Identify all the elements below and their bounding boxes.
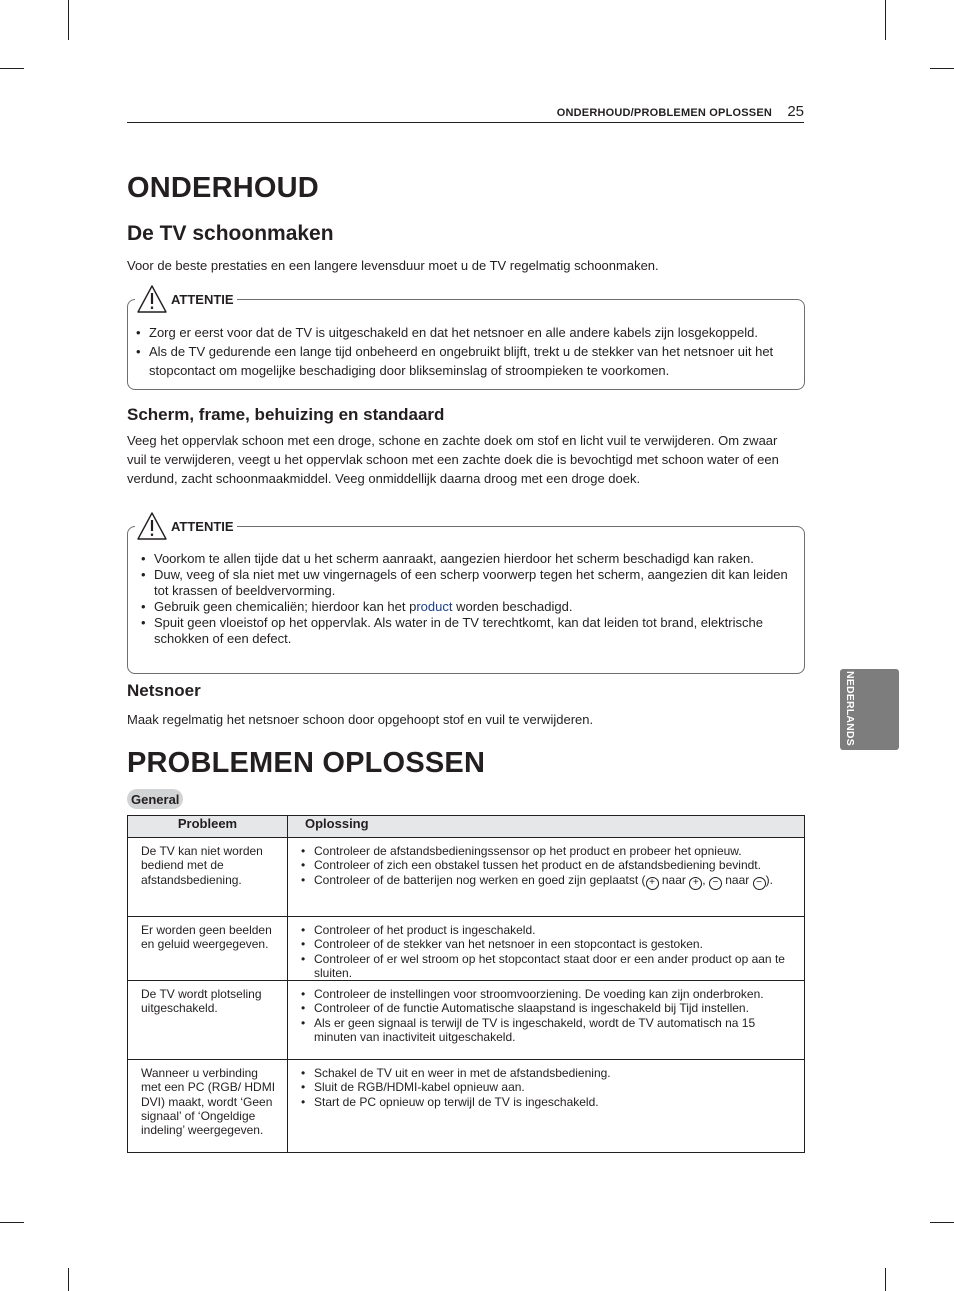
caution-list bbox=[136, 323, 794, 380]
caution-text: Gebruik geen chemicaliën; hierdoor kan het p bbox=[154, 599, 417, 615]
solution-text: naar bbox=[658, 872, 690, 887]
section-title-onderhoud: ONDERHOUD bbox=[127, 172, 319, 204]
power-cord-text: Maak regelmatig het netsnoer schoon door opgehoopt stof en vuil te verwijderen. bbox=[127, 712, 594, 727]
caution-highlight: roduct bbox=[416, 599, 453, 615]
caution-box bbox=[127, 518, 805, 674]
running-header bbox=[127, 103, 804, 123]
subsection-title-power-cord: Netsnoer bbox=[127, 681, 201, 700]
solution-item: • Controleer de instellingen voor stroomvoorziening. De voeding kan zijn onderbroken. bbox=[301, 987, 790, 1001]
caution-item: • Als de TV gedurende een lange tijd onbeheerd en ongebruikt blijft, trekt u de stekker van het netsnoer uit het stopcontact om mogelijke beschadiging door blikseminslag of stroompieken te voorkomen. bbox=[136, 342, 794, 380]
solution-list bbox=[301, 1066, 790, 1109]
plus-icon: + bbox=[646, 877, 659, 890]
solution-cell bbox=[288, 838, 805, 917]
solution-item bbox=[301, 873, 790, 890]
plus-icon: + bbox=[689, 877, 702, 890]
caution-text: worden beschadigd. bbox=[452, 599, 573, 615]
solution-text: naar bbox=[721, 872, 753, 887]
caution-list bbox=[141, 551, 792, 647]
caution-header bbox=[135, 285, 237, 313]
table-row bbox=[128, 981, 805, 1060]
solution-item: • Sluit de RGB/HDMI-kabel opnieuw aan. bbox=[301, 1080, 790, 1094]
cleaning-intro: Voor de beste prestaties en een langere levensduur moet u de TV regelmatig schoonmaken. bbox=[127, 258, 659, 273]
column-header-problem: Probleem bbox=[128, 816, 288, 838]
problem-cell: Er worden geen beelden en geluid weergegeven. bbox=[128, 917, 288, 981]
minus-icon: − bbox=[753, 877, 766, 890]
solution-text: Controleer of de batterijen nog werken en goed zijn geplaatst ( bbox=[314, 872, 646, 887]
solution-text: , bbox=[702, 872, 709, 887]
crop-mark bbox=[68, 1268, 69, 1291]
solution-item: • Schakel de TV uit en weer in met de afstandsbediening. bbox=[301, 1066, 790, 1080]
solution-cell bbox=[288, 1060, 805, 1153]
solution-item: • Controleer of het product is ingeschakeld. bbox=[301, 923, 790, 937]
caution-item: • Spuit geen vloeistof op het oppervlak. Als water in de TV terechtkomt, kan dat leiden tot brand, elektrische schokken of een defect. bbox=[141, 615, 792, 646]
language-tab bbox=[840, 669, 899, 750]
solution-list bbox=[301, 923, 790, 980]
crop-mark bbox=[885, 0, 886, 40]
table-row bbox=[128, 917, 805, 981]
caution-label: ATTENTIE bbox=[171, 518, 234, 534]
solution-text: ). bbox=[765, 872, 773, 887]
solution-list bbox=[301, 987, 790, 1044]
caution-label: ATTENTIE bbox=[171, 291, 234, 307]
crop-mark bbox=[885, 1268, 886, 1291]
caution-item bbox=[141, 599, 792, 615]
solution-item: • Als er geen signaal is terwijl de TV is ingeschakeld, wordt de TV automatisch na 15 minuten van inactiviteit uitgeschakeld. bbox=[301, 1016, 790, 1045]
crop-mark bbox=[68, 0, 69, 40]
solution-item: • Controleer of de stekker van het netsnoer in een stopcontact is gestoken. bbox=[301, 937, 790, 951]
page-number: 25 bbox=[787, 103, 804, 120]
solution-cell bbox=[288, 981, 805, 1060]
troubleshooting-table bbox=[127, 815, 805, 1153]
crop-mark bbox=[930, 68, 954, 69]
solution-item: • Controleer de afstandsbedieningssensor op het product en probeer het opnieuw. bbox=[301, 844, 790, 858]
caution-item: • Zorg er eerst voor dat de TV is uitgeschakeld en dat het netsnoer en alle andere kabels zijn losgekoppeld. bbox=[136, 323, 794, 342]
solution-item: • Start de PC opnieuw op terwijl de TV is ingeschakeld. bbox=[301, 1095, 790, 1109]
caution-box bbox=[127, 291, 805, 390]
table-row bbox=[128, 838, 805, 917]
caution-item: • Voorkom te allen tijde dat u het scherm aanraakt, aangezien hierdoor het scherm beschadigd kan raken. bbox=[141, 551, 792, 567]
caution-item: • Duw, veeg of sla niet met uw vingernagels of een scherp voorwerp tegen het scherm, aangezien dit kan leiden tot krassen of beeldvervorming. bbox=[141, 567, 792, 598]
subsection-title-cleaning: De TV schoonmaken bbox=[127, 222, 334, 245]
screen-cleaning-text: Veeg het oppervlak schoon met een droge, schone en zachte doek om stof en licht vuil te verwijderen. Om zwaar vuil te verwijderen, veegt u het oppervlak schoon met een zachte doek die is bevochtigd met schoon water of een verdund, zacht schoonmaakmiddel. Veeg onmiddellijk daarna droog met een droge doek. bbox=[127, 433, 779, 486]
solution-item: • Controleer of er wel stroom op het stopcontact staat door er een ander product op aan te sluiten. bbox=[301, 952, 790, 981]
crop-mark bbox=[930, 1222, 954, 1223]
crop-mark bbox=[0, 68, 24, 69]
problem-cell: De TV wordt plotseling uitgeschakeld. bbox=[128, 981, 288, 1060]
warning-icon bbox=[137, 285, 167, 313]
crop-mark bbox=[0, 1222, 24, 1223]
warning-icon bbox=[137, 512, 167, 540]
problem-cell: Wanneer u verbinding met een PC (RGB/ HDMI DVI) maakt, wordt ‘Geen signaal’ of ‘Ongeldige indeling’ weergegeven. bbox=[128, 1060, 288, 1153]
general-tag: General bbox=[127, 789, 183, 809]
solution-item: • Controleer of de functie Automatische slaapstand is ingeschakeld bij Tijd instellen. bbox=[301, 1001, 790, 1015]
column-header-solution: Oplossing bbox=[288, 816, 805, 838]
solution-list bbox=[301, 844, 790, 890]
header-section: ONDERHOUD/PROBLEMEN OPLOSSEN bbox=[556, 107, 772, 119]
caution-header bbox=[135, 512, 237, 540]
solution-cell bbox=[288, 917, 805, 981]
minus-icon: − bbox=[709, 877, 722, 890]
subsection-title-screen: Scherm, frame, behuizing en standaard bbox=[127, 405, 445, 424]
language-tab-label: NEDERLANDS bbox=[844, 671, 856, 746]
table-row bbox=[128, 1060, 805, 1153]
problem-cell: De TV kan niet worden bediend met de afstandsbediening. bbox=[128, 838, 288, 917]
section-title-troubleshooting: PROBLEMEN OPLOSSEN bbox=[127, 747, 486, 779]
solution-item: • Controleer of zich een obstakel tussen het product en de afstandsbediening bevindt. bbox=[301, 858, 790, 872]
table-header-row bbox=[128, 816, 805, 838]
